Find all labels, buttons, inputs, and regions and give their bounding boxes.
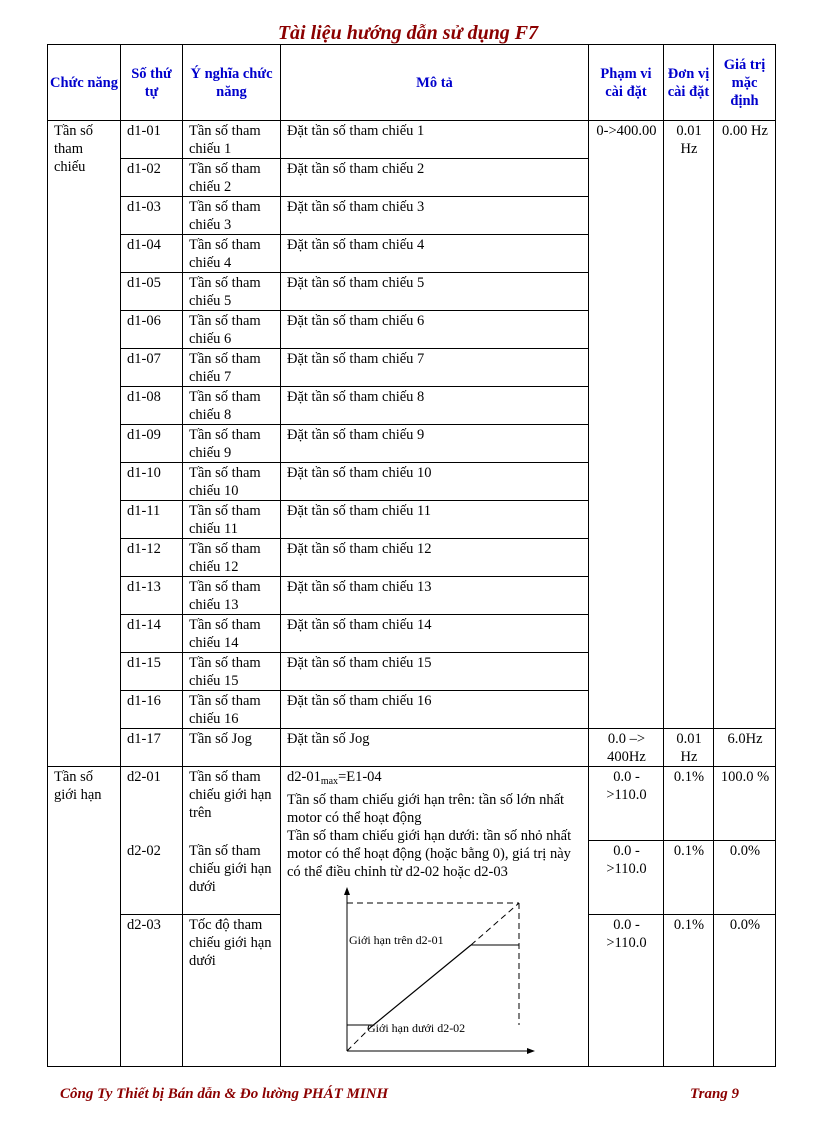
- param-description: Đặt tần số tham chiếu 10: [281, 463, 589, 501]
- param-meaning: Tần số tham chiếu 2: [183, 159, 281, 197]
- param-description: Đặt tần số tham chiếu 5: [281, 273, 589, 311]
- param-description: Đặt tần số tham chiếu 9: [281, 425, 589, 463]
- param-code: d1-10: [121, 463, 183, 501]
- param-description: Đặt tần số tham chiếu 13: [281, 577, 589, 615]
- param-unit: 0.01 Hz: [664, 729, 714, 767]
- param-description: Đặt tần số tham chiếu 12: [281, 539, 589, 577]
- param-description: Đặt tần số tham chiếu 8: [281, 387, 589, 425]
- param-default: 0.0%: [714, 841, 776, 915]
- diagonal-solid: [371, 945, 471, 1027]
- limit-graph: [337, 885, 537, 1055]
- param-default: 0.00 Hz: [714, 121, 776, 729]
- header-number: Số thứ tự: [121, 45, 183, 121]
- param-range: 0.0 ->110.0: [589, 915, 664, 1067]
- param-code: d1-05: [121, 273, 183, 311]
- table-row: [48, 729, 776, 767]
- param-code: d1-01: [121, 121, 183, 159]
- param-range: 0.0 ->110.0: [589, 841, 664, 915]
- param-meaning: Tần số tham chiếu 7: [183, 349, 281, 387]
- param-description: Đặt tần số tham chiếu 2: [281, 159, 589, 197]
- param-code: d1-15: [121, 653, 183, 691]
- param-code: d1-06: [121, 311, 183, 349]
- param-code: d1-07: [121, 349, 183, 387]
- param-default: 6.0Hz: [714, 729, 776, 767]
- param-description: Đặt tần số tham chiếu 14: [281, 615, 589, 653]
- formula: $d2-01_{max}=E1-04$: [287, 769, 382, 787]
- param-code: d1-14: [121, 615, 183, 653]
- diagonal-dashed-high: [471, 903, 519, 945]
- param-default: 0.0%: [714, 915, 776, 1067]
- param-description: Đặt tần số tham chiếu 11: [281, 501, 589, 539]
- param-default: 100.0 %: [714, 767, 776, 841]
- param-code: d1-11: [121, 501, 183, 539]
- header-meaning: Ý nghĩa chức năng: [183, 45, 281, 121]
- param-meaning: Tần số tham chiếu giới hạn dưới: [183, 841, 281, 915]
- upper-limit-text: Tần số tham chiếu giới hạn trên: tần số lớn nhất motor có thể hoạt động: [287, 792, 565, 826]
- param-description: Đặt tần số tham chiếu 3: [281, 197, 589, 235]
- param-meaning: Tần số tham chiếu 6: [183, 311, 281, 349]
- table-row: [48, 121, 776, 159]
- param-meaning: Tần số tham chiếu 14: [183, 615, 281, 653]
- limit-description: [281, 767, 589, 1067]
- param-meaning: Tần số tham chiếu 15: [183, 653, 281, 691]
- param-code: d1-09: [121, 425, 183, 463]
- param-meaning: Tần số Jog: [183, 729, 281, 767]
- param-unit: 0.1%: [664, 915, 714, 1067]
- param-meaning: Tần số tham chiếu 10: [183, 463, 281, 501]
- param-description: Đặt tần số tham chiếu 15: [281, 653, 589, 691]
- parameter-table: [47, 44, 776, 1067]
- lower-limit-label: Giới hạn dưới d2-02: [367, 1021, 466, 1035]
- header-row: [48, 45, 776, 121]
- param-description: Đặt tần số tham chiếu 4: [281, 235, 589, 273]
- param-meaning: Tần số tham chiếu 8: [183, 387, 281, 425]
- param-code: d2-02: [121, 841, 183, 915]
- page-title: Tài liệu hướng dẫn sử dụng F7: [277, 22, 539, 44]
- group-reference-frequency: Tần số tham chiếu: [48, 121, 121, 767]
- param-code: d2-03: [121, 915, 183, 1067]
- param-meaning: Tốc độ tham chiếu giới hạn dưới: [183, 915, 281, 1067]
- x-axis-arrow-icon: [527, 1048, 535, 1054]
- param-range: 0->400.00: [589, 121, 664, 729]
- param-description: Đặt tần số Jog: [281, 729, 589, 767]
- param-code: d1-16: [121, 691, 183, 729]
- param-meaning: Tần số tham chiếu 4: [183, 235, 281, 273]
- param-range: 0.0 –> 400Hz: [589, 729, 664, 767]
- param-description: Đặt tần số tham chiếu 7: [281, 349, 589, 387]
- param-description: Đặt tần số tham chiếu 1: [281, 121, 589, 159]
- param-meaning: Tần số tham chiếu 13: [183, 577, 281, 615]
- param-meaning: Tần số tham chiếu 5: [183, 273, 281, 311]
- param-meaning: Tần số tham chiếu 16: [183, 691, 281, 729]
- table-row: [48, 767, 776, 841]
- param-description: Đặt tần số tham chiếu 6: [281, 311, 589, 349]
- param-meaning: Tần số tham chiếu 3: [183, 197, 281, 235]
- upper-limit-label: Giới hạn trên d2-01: [349, 933, 444, 947]
- param-code: d1-08: [121, 387, 183, 425]
- y-axis-arrow-icon: [344, 887, 350, 895]
- header-unit: Đơn vị cài đặt: [664, 45, 714, 121]
- header-description: Mô tả: [281, 45, 589, 121]
- param-unit: 0.1%: [664, 767, 714, 841]
- param-code: d1-03: [121, 197, 183, 235]
- footer-page-number: Trang 9: [690, 1086, 740, 1102]
- footer-company: Công Ty Thiết bị Bán dẫn & Đo lường PHÁT MINH: [60, 1086, 389, 1102]
- param-unit: 0.1%: [664, 841, 714, 915]
- group-limit-frequency: Tần số giới hạn: [48, 767, 121, 1067]
- param-meaning: Tần số tham chiếu 9: [183, 425, 281, 463]
- param-code: d2-01: [121, 767, 183, 841]
- param-meaning: Tần số tham chiếu 1: [183, 121, 281, 159]
- param-unit: 0.01 Hz: [664, 121, 714, 729]
- lower-limit-text: Tần số tham chiếu giới hạn dưới: tần số nhỏ nhất motor có thể hoạt động (hoặc bằng 0), giá trị này có thể điều chỉnh từ d2-02 hoặc d2-03: [287, 828, 572, 880]
- param-code: d1-13: [121, 577, 183, 615]
- param-meaning: Tần số tham chiếu 11: [183, 501, 281, 539]
- param-code: d1-04: [121, 235, 183, 273]
- header-range: Phạm vi cài đặt: [589, 45, 664, 121]
- header-default: Giá trị mặc định: [714, 45, 776, 121]
- param-description: Đặt tần số tham chiếu 16: [281, 691, 589, 729]
- param-code: d1-12: [121, 539, 183, 577]
- param-meaning: Tần số tham chiếu giới hạn trên: [183, 767, 281, 841]
- header-function: Chức năng: [48, 45, 121, 121]
- param-meaning: Tần số tham chiếu 12: [183, 539, 281, 577]
- param-code: d1-17: [121, 729, 183, 767]
- param-range: 0.0 ->110.0: [589, 767, 664, 841]
- param-code: d1-02: [121, 159, 183, 197]
